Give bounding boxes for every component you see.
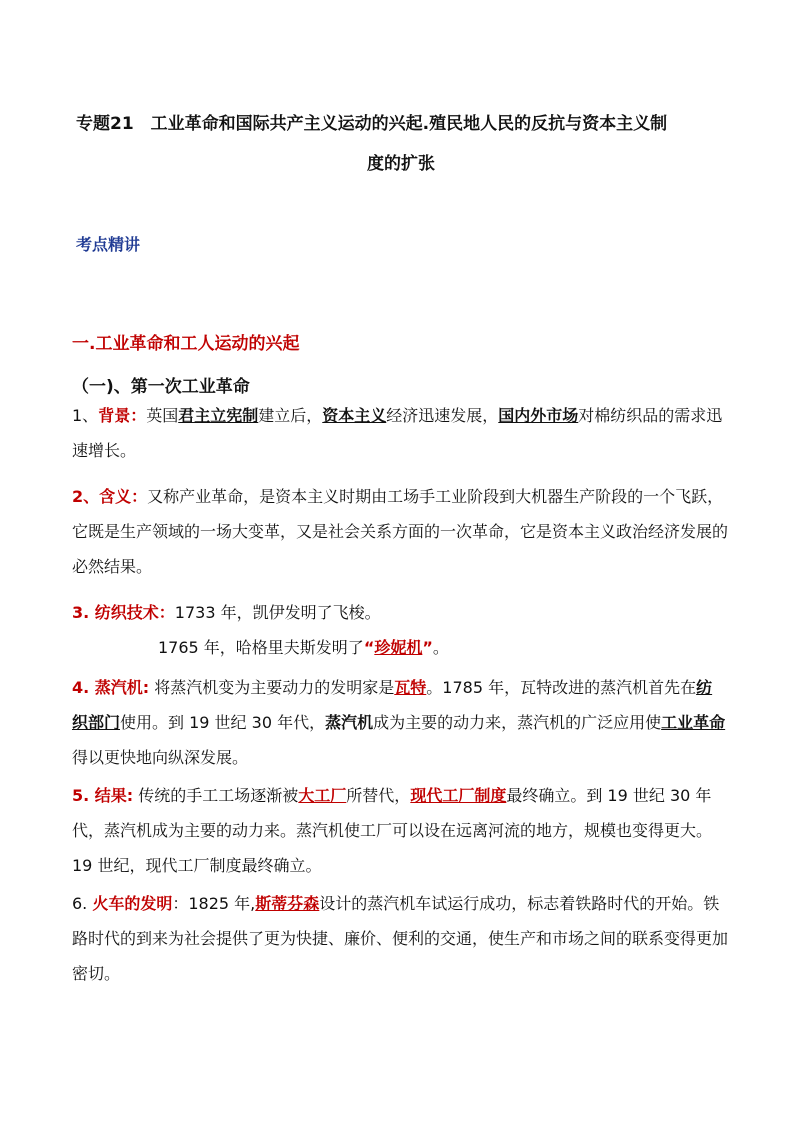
item-label: 5. 结果:	[72, 786, 134, 805]
item-label: 2、含义：	[72, 487, 148, 506]
subsection-heading: （一)、第一次工业革命	[72, 377, 250, 397]
item-number: 6.	[72, 894, 93, 913]
keyword: 工业革命	[661, 713, 726, 732]
text: 经济迅速发展，	[386, 406, 499, 425]
paragraph-textile	[72, 595, 728, 665]
text: 建立后，	[258, 406, 323, 425]
text: 成为主要的动力来，蒸汽机的广泛应用使	[373, 713, 662, 732]
item-label: 火车的发明	[92, 894, 173, 913]
section-heading: 一.工业革命和工人运动的兴起	[72, 334, 300, 354]
text: 所替代，	[346, 786, 411, 805]
item-label: 3. 纺织技术：	[72, 603, 175, 622]
text: 传统的手工工场逐渐被	[133, 786, 299, 805]
item-label: 背景：	[98, 406, 147, 425]
keyword: 资本主义	[322, 406, 387, 425]
paragraph-steam-engine	[72, 670, 728, 775]
keyword: 现代工厂制度	[410, 786, 507, 805]
keyword: 大工厂	[298, 786, 347, 805]
text: 使用。到 19 世纪 30 年代，	[120, 713, 326, 732]
keyword: 国内外市场	[498, 406, 579, 425]
text: 1733 年，凯伊发明了飞梭。	[174, 603, 381, 622]
text: 得以更快地向纵深发展。	[72, 748, 249, 767]
paragraph-background	[72, 398, 728, 468]
keyword: 斯蒂芬森	[255, 894, 320, 913]
text: 。1785 年，瓦特改进的蒸汽机首先在	[426, 678, 697, 697]
title-line-1: 专题21 工业革命和国际共产主义运动的兴起.殖民地人民的反抗与资本主义制	[76, 114, 668, 134]
text: 对棉纺织品的需求迅速增长。	[72, 406, 723, 460]
title-line-2: 度的扩张	[367, 154, 435, 174]
text: 又称产业革命，是资本主义时期由工场手工业阶段到大机器生产阶段的一个飞跃，它既是生产领域的一场大变革，又是社会关系方面的一次革命，它是资本主义政治经济发展的必然结果。	[72, 487, 729, 576]
text: 最终确立。到 19 世纪 30 年代，蒸汽机成为主要的动力来。蒸汽机使工厂可以设在远离河流的地方，规模也变得更大。19 世纪，现代工厂制度最终确立。	[72, 786, 713, 875]
keyword: 珍妮机	[374, 638, 423, 657]
kaodian-heading: 考点精讲	[76, 235, 141, 254]
paragraph-meaning	[72, 479, 728, 584]
keyword: 君主立宪制	[178, 406, 259, 425]
text: 将蒸汽机变为主要动力的发明家是	[149, 678, 395, 697]
text: ：1825 年,	[172, 894, 256, 913]
item-label: 4. 蒸汽机:	[72, 678, 150, 697]
keyword: 蒸汽机	[325, 713, 374, 732]
keyword: 瓦特	[394, 678, 427, 697]
item-number: 1、	[72, 406, 99, 425]
text: 设计的蒸汽机车试运行成功，标志着铁路时代的开始。铁路时代的到来为社会提供了更为快捷、廉价、便利的交通，使生产和市场之间的联系变得更加密切。	[72, 894, 729, 983]
quote-mark: “	[363, 638, 375, 657]
quote-mark: ”	[422, 638, 433, 657]
paragraph-train	[72, 886, 728, 991]
text: 英国	[146, 406, 179, 425]
keyword: 纺织部门	[72, 678, 713, 732]
paragraph-result	[72, 778, 728, 883]
text: 。	[432, 638, 449, 657]
page-title	[76, 104, 726, 184]
text: 1765 年，哈格里夫斯发明了	[158, 638, 364, 657]
